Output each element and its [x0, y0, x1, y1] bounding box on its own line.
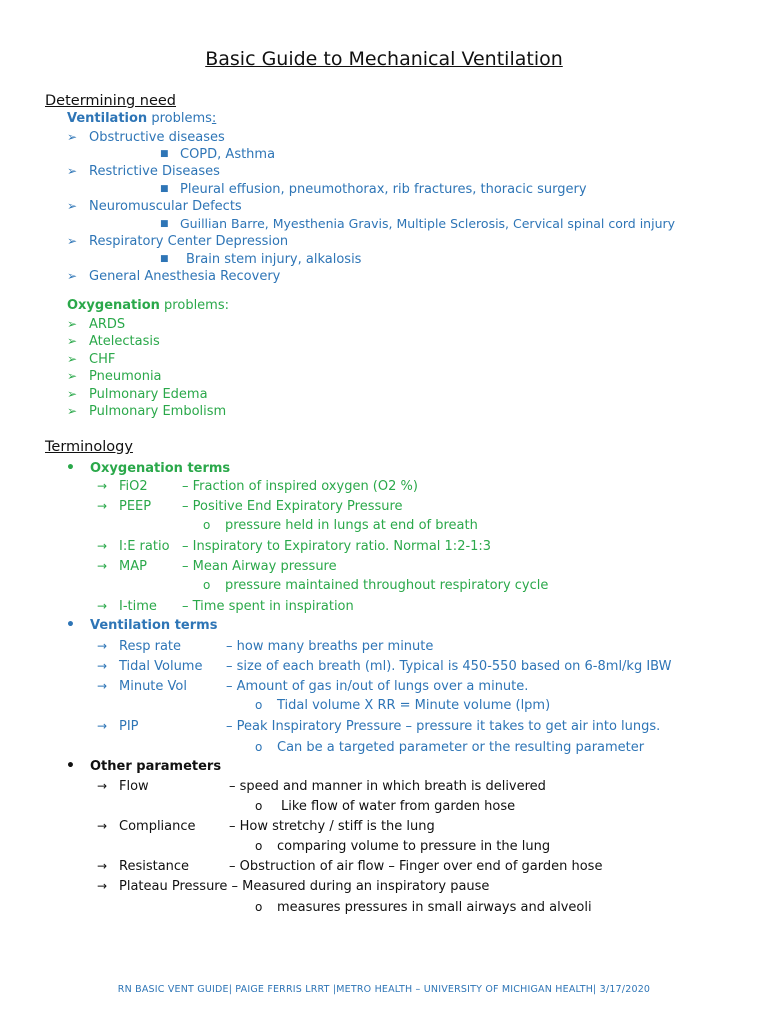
term-note — [203, 577, 548, 594]
list-item-label: Neuromuscular Defects — [89, 199, 242, 214]
right-arrow-icon: → — [97, 779, 108, 793]
term-row — [97, 858, 602, 875]
term-name: Minute Vol — [119, 679, 187, 694]
arrow-bullet-icon: ➢ — [67, 369, 78, 383]
term-definition: – Inspiratory to Expiratory ratio. Normal 1:2-1:3 — [182, 539, 492, 554]
right-arrow-icon: → — [97, 879, 108, 893]
term-name: PIP — [119, 719, 139, 734]
arrow-bullet-icon: ➢ — [67, 334, 78, 348]
right-arrow-icon: → — [97, 599, 108, 613]
square-bullet-icon: ■ — [160, 149, 169, 159]
term-name: MAP — [119, 559, 147, 574]
term-name: Resp rate — [119, 639, 182, 654]
term-definition: – Time spent in inspiration — [182, 599, 354, 614]
term-definition: – Fraction of inspired oxygen (O2 %) — [182, 479, 418, 494]
term-note — [255, 739, 644, 756]
sub-list-item-label: Brain stem injury, alkalosis — [186, 252, 362, 267]
bullet-dot-icon: • — [66, 617, 75, 633]
arrow-bullet-icon: ➢ — [67, 199, 78, 213]
term-name: Tidal Volume — [119, 659, 203, 674]
term-row — [97, 878, 489, 895]
circle-bullet-icon: o — [255, 740, 263, 754]
term-definition: – Positive End Expiratory Pressure — [182, 499, 403, 514]
list-item-label: Atelectasis — [89, 334, 160, 349]
term-row — [97, 658, 672, 675]
term-note-text: comparing volume to pressure in the lung — [277, 839, 551, 854]
sub-list-item — [160, 146, 275, 163]
term-row — [97, 718, 660, 735]
term-definition: – Measured during an inspiratory pause — [227, 879, 490, 894]
list-item — [67, 268, 280, 285]
page-title: Basic Guide to Mechanical Ventilation — [205, 48, 563, 70]
list-item — [67, 233, 288, 250]
arrow-bullet-icon: ➢ — [67, 130, 78, 144]
circle-bullet-icon: o — [255, 900, 263, 914]
arrow-bullet-icon: ➢ — [67, 352, 78, 366]
sub-list-item — [160, 251, 361, 268]
arrow-bullet-icon: ➢ — [67, 269, 78, 283]
list-item — [67, 163, 220, 180]
bullet-dot-icon: • — [66, 758, 75, 774]
right-arrow-icon: → — [97, 499, 108, 513]
ventilation-label: Ventilation — [67, 111, 148, 126]
term-note-text: Tidal volume X RR = Minute volume (lpm) — [277, 698, 551, 713]
term-row — [97, 818, 435, 835]
sub-list-item-label: Pleural effusion, pneumothorax, rib fractures, thoracic surgery — [180, 182, 587, 197]
term-note — [255, 798, 515, 815]
list-item-label: CHF — [89, 352, 116, 367]
other-parameters-label: Other parameters — [90, 759, 222, 774]
arrow-bullet-icon: ➢ — [67, 234, 78, 248]
term-name: Resistance — [119, 859, 190, 874]
term-definition: – How stretchy / stiff is the lung — [229, 819, 435, 834]
oxygenation-label: Oxygenation — [67, 298, 160, 313]
ventilation-colon: : — [211, 111, 217, 126]
right-arrow-icon: → — [97, 639, 108, 653]
term-note — [255, 697, 550, 714]
list-item — [67, 403, 226, 420]
sub-list-item-label: Guillian Barre, Myesthenia Gravis, Multiple Sclerosis, Cervical spinal cord injury — [180, 216, 676, 231]
arrow-bullet-icon: ➢ — [67, 317, 78, 331]
sub-list-item — [160, 181, 587, 198]
circle-bullet-icon: o — [255, 839, 263, 853]
term-row — [97, 678, 528, 695]
term-row — [97, 478, 418, 495]
square-bullet-icon: ■ — [160, 184, 169, 194]
term-row — [97, 598, 354, 615]
arrow-bullet-icon: ➢ — [67, 164, 78, 178]
list-item — [67, 386, 208, 403]
oxygenation-terms-label: Oxygenation terms — [90, 461, 231, 476]
ventilation-terms-heading — [66, 617, 217, 634]
list-item — [67, 351, 115, 368]
term-definition: – Obstruction of air flow – Finger over end of garden hose — [229, 859, 603, 874]
term-note-text: pressure maintained throughout respiratory cycle — [225, 578, 549, 593]
term-note-text: measures pressures in small airways and alveoli — [277, 900, 592, 915]
oxygenation-suffix: problems: — [159, 298, 229, 313]
ventilation-problems-label — [67, 111, 216, 127]
right-arrow-icon: → — [97, 659, 108, 673]
term-row — [97, 498, 403, 515]
right-arrow-icon: → — [97, 819, 108, 833]
list-item-label: Respiratory Center Depression — [89, 234, 289, 249]
sub-list-item-label: COPD, Asthma — [180, 147, 276, 162]
section-heading-terminology: Terminology — [45, 439, 133, 455]
circle-bullet-icon: o — [203, 518, 211, 532]
term-note — [203, 517, 478, 534]
term-row — [97, 638, 433, 655]
term-name: Compliance — [119, 819, 196, 834]
square-bullet-icon: ■ — [160, 219, 169, 229]
bullet-dot-icon: • — [66, 460, 75, 476]
oxygenation-terms-heading — [66, 460, 230, 477]
list-item — [67, 368, 162, 385]
page-footer: RN BASIC VENT GUIDE| PAIGE FERRIS LRRT |METRO HEALTH – UNIVERSITY OF MICHIGAN HEALTH| 3/17/2020 — [117, 984, 651, 995]
term-definition: – Mean Airway pressure — [182, 559, 337, 574]
list-item — [67, 129, 225, 146]
term-row — [97, 778, 546, 795]
term-name: I-time — [119, 599, 157, 614]
list-item — [67, 198, 242, 215]
list-item-label: Pulmonary Edema — [89, 387, 208, 402]
list-item-label: Restrictive Diseases — [89, 164, 220, 179]
term-name: I:E ratio — [119, 539, 170, 554]
right-arrow-icon: → — [97, 859, 108, 873]
list-item — [67, 316, 125, 333]
term-definition: – speed and manner in which breath is delivered — [229, 779, 546, 794]
right-arrow-icon: → — [97, 539, 108, 553]
term-name: Flow — [119, 779, 149, 794]
circle-bullet-icon: o — [203, 578, 211, 592]
sub-list-item — [160, 216, 675, 232]
circle-bullet-icon: o — [255, 799, 263, 813]
square-bullet-icon: ■ — [160, 254, 169, 264]
term-definition: – how many breaths per minute — [226, 639, 434, 654]
term-row — [97, 558, 337, 575]
right-arrow-icon: → — [97, 679, 108, 693]
list-item — [67, 333, 160, 350]
term-definition: – Peak Inspiratory Pressure – pressure it takes to get air into lungs. — [226, 719, 661, 734]
term-name: Plateau Pressure — [119, 879, 228, 894]
term-row — [97, 538, 491, 555]
list-item-label: Pulmonary Embolism — [89, 404, 227, 419]
circle-bullet-icon: o — [255, 698, 263, 712]
other-parameters-heading — [66, 758, 221, 775]
ventilation-terms-label: Ventilation terms — [90, 618, 218, 633]
list-item-label: ARDS — [89, 317, 126, 332]
arrow-bullet-icon: ➢ — [67, 404, 78, 418]
right-arrow-icon: → — [97, 559, 108, 573]
list-item-label: General Anesthesia Recovery — [89, 269, 281, 284]
oxygenation-problems-label — [67, 298, 229, 314]
list-item-label: Pneumonia — [89, 369, 162, 384]
right-arrow-icon: → — [97, 479, 108, 493]
section-heading-determining-need: Determining need — [45, 93, 177, 109]
term-definition: – size of each breath (ml). Typical is 450-550 based on 6-8ml/kg IBW — [226, 659, 672, 674]
term-note-text: Like flow of water from garden hose — [281, 799, 516, 814]
term-name: PEEP — [119, 499, 152, 514]
term-note — [255, 838, 550, 855]
list-item-label: Obstructive diseases — [89, 130, 225, 145]
term-note — [255, 899, 592, 916]
ventilation-suffix: problems — [147, 111, 212, 126]
arrow-bullet-icon: ➢ — [67, 387, 78, 401]
term-name: FiO2 — [119, 479, 148, 494]
term-note-text: Can be a targeted parameter or the resulting parameter — [277, 740, 645, 755]
right-arrow-icon: → — [97, 719, 108, 733]
term-definition: – Amount of gas in/out of lungs over a minute. — [226, 679, 529, 694]
term-note-text: pressure held in lungs at end of breath — [225, 518, 478, 533]
